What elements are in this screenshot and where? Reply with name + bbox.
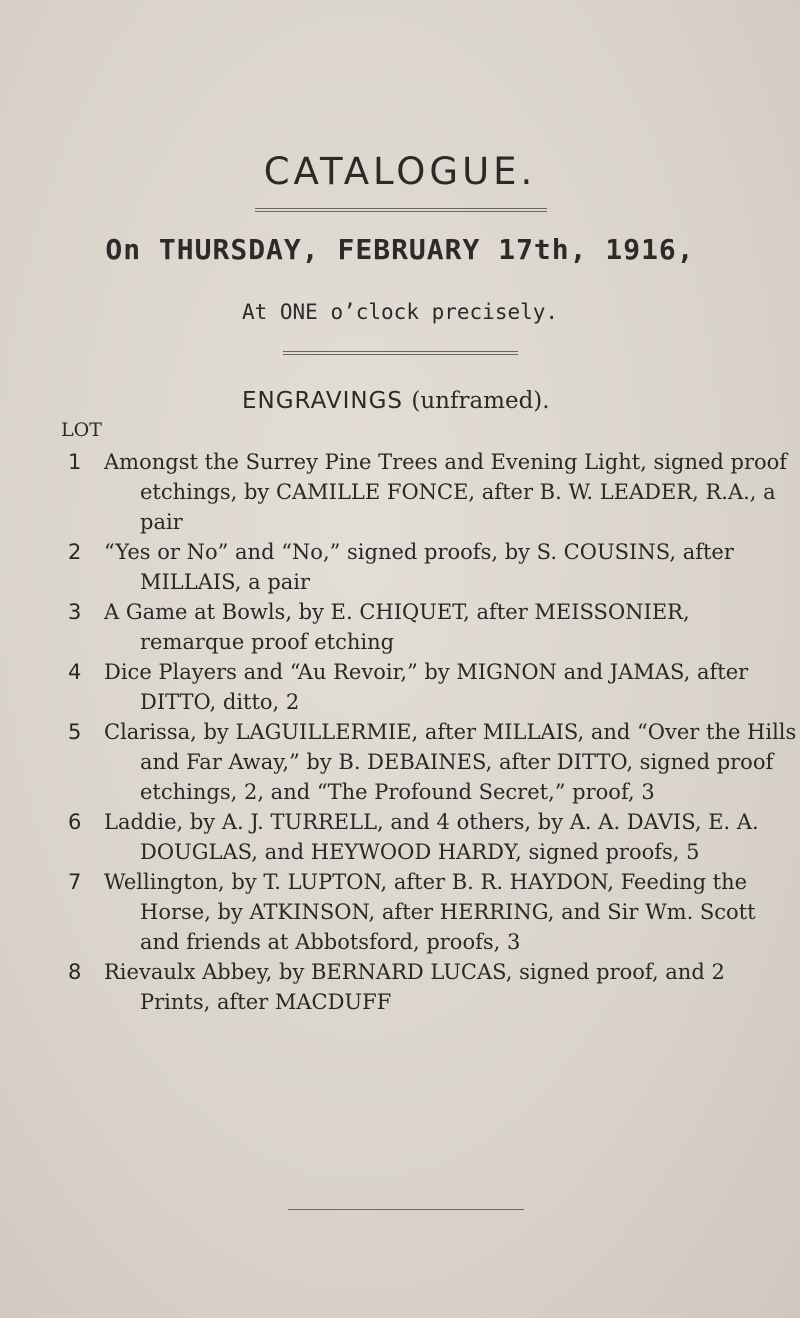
time-divider [283,351,518,352]
lot-description: Clarissa, by LAGUILLERMIE, after MILLAIS, and “Over the Hills and Far Away,” by B. DEBAINES, after DITTO, signed proof etchings, 2, and “The Profound Secret,” proof, 3 [104,720,797,804]
sale-date: On THURSDAY, FEBRUARY 17th, 1916, [105,233,695,266]
lot-description: A Game at Bowls, by E. CHIQUET, after MEISSONIER, remarque proof etching [104,600,690,654]
section-subtitle: (unframed). [411,388,550,414]
lot-number: 2 [68,540,82,564]
sale-time: At ONE o’clock precisely. [241,300,559,324]
lot-entry [0,537,800,597]
lot-entry [0,957,800,1017]
lot-description: Laddie, by A. J. TURRELL, and 4 others, by A. A. DAVIS, E. A. DOUGLAS, and HEYWOOD HARDY, signed proofs, 5 [104,810,759,864]
catalogue-title: CATALOGUE. [263,150,537,193]
lot-entry [0,807,800,867]
lot-description: Dice Players and “Au Revoir,” by MIGNON and JAMAS, after DITTO, ditto, 2 [104,660,749,714]
lot-description: Amongst the Surrey Pine Trees and Evening Light, signed proof etchings, by CAMILLE FONCE, after B. W. LEADER, R.A., a pair [104,450,788,534]
lot-column-label: LOT [61,419,102,441]
section-heading [242,388,550,414]
lot-entry [0,657,800,717]
lot-number: 8 [68,960,82,984]
lot-description: “Yes or No” and “No,” signed proofs, by S. COUSINS, after MILLAIS, a pair [104,540,734,594]
time-divider-secondary [283,354,518,355]
lot-number: 6 [68,810,82,834]
lot-number: 5 [68,720,82,744]
lot-entry [0,867,800,957]
lot-list [0,447,800,1017]
section-title: ENGRAVINGS [242,388,404,414]
closing-divider [288,1209,524,1210]
lot-number: 4 [68,660,82,684]
lot-number: 7 [68,870,82,894]
lot-entry [0,717,800,807]
title-divider [255,208,547,209]
lot-description: Wellington, by T. LUPTON, after B. R. HAYDON, Feeding the Horse, by ATKINSON, after HERRING, and Sir Wm. Scott and friends at Abbotsford, proofs, 3 [104,870,756,954]
lot-number: 1 [68,450,82,474]
lot-number: 3 [68,600,82,624]
lot-entry [0,447,800,537]
lot-description: Rievaulx Abbey, by BERNARD LUCAS, signed proof, and 2 Prints, after MACDUFF [104,960,725,1014]
lot-entry [0,597,800,657]
title-divider-secondary [255,211,547,212]
